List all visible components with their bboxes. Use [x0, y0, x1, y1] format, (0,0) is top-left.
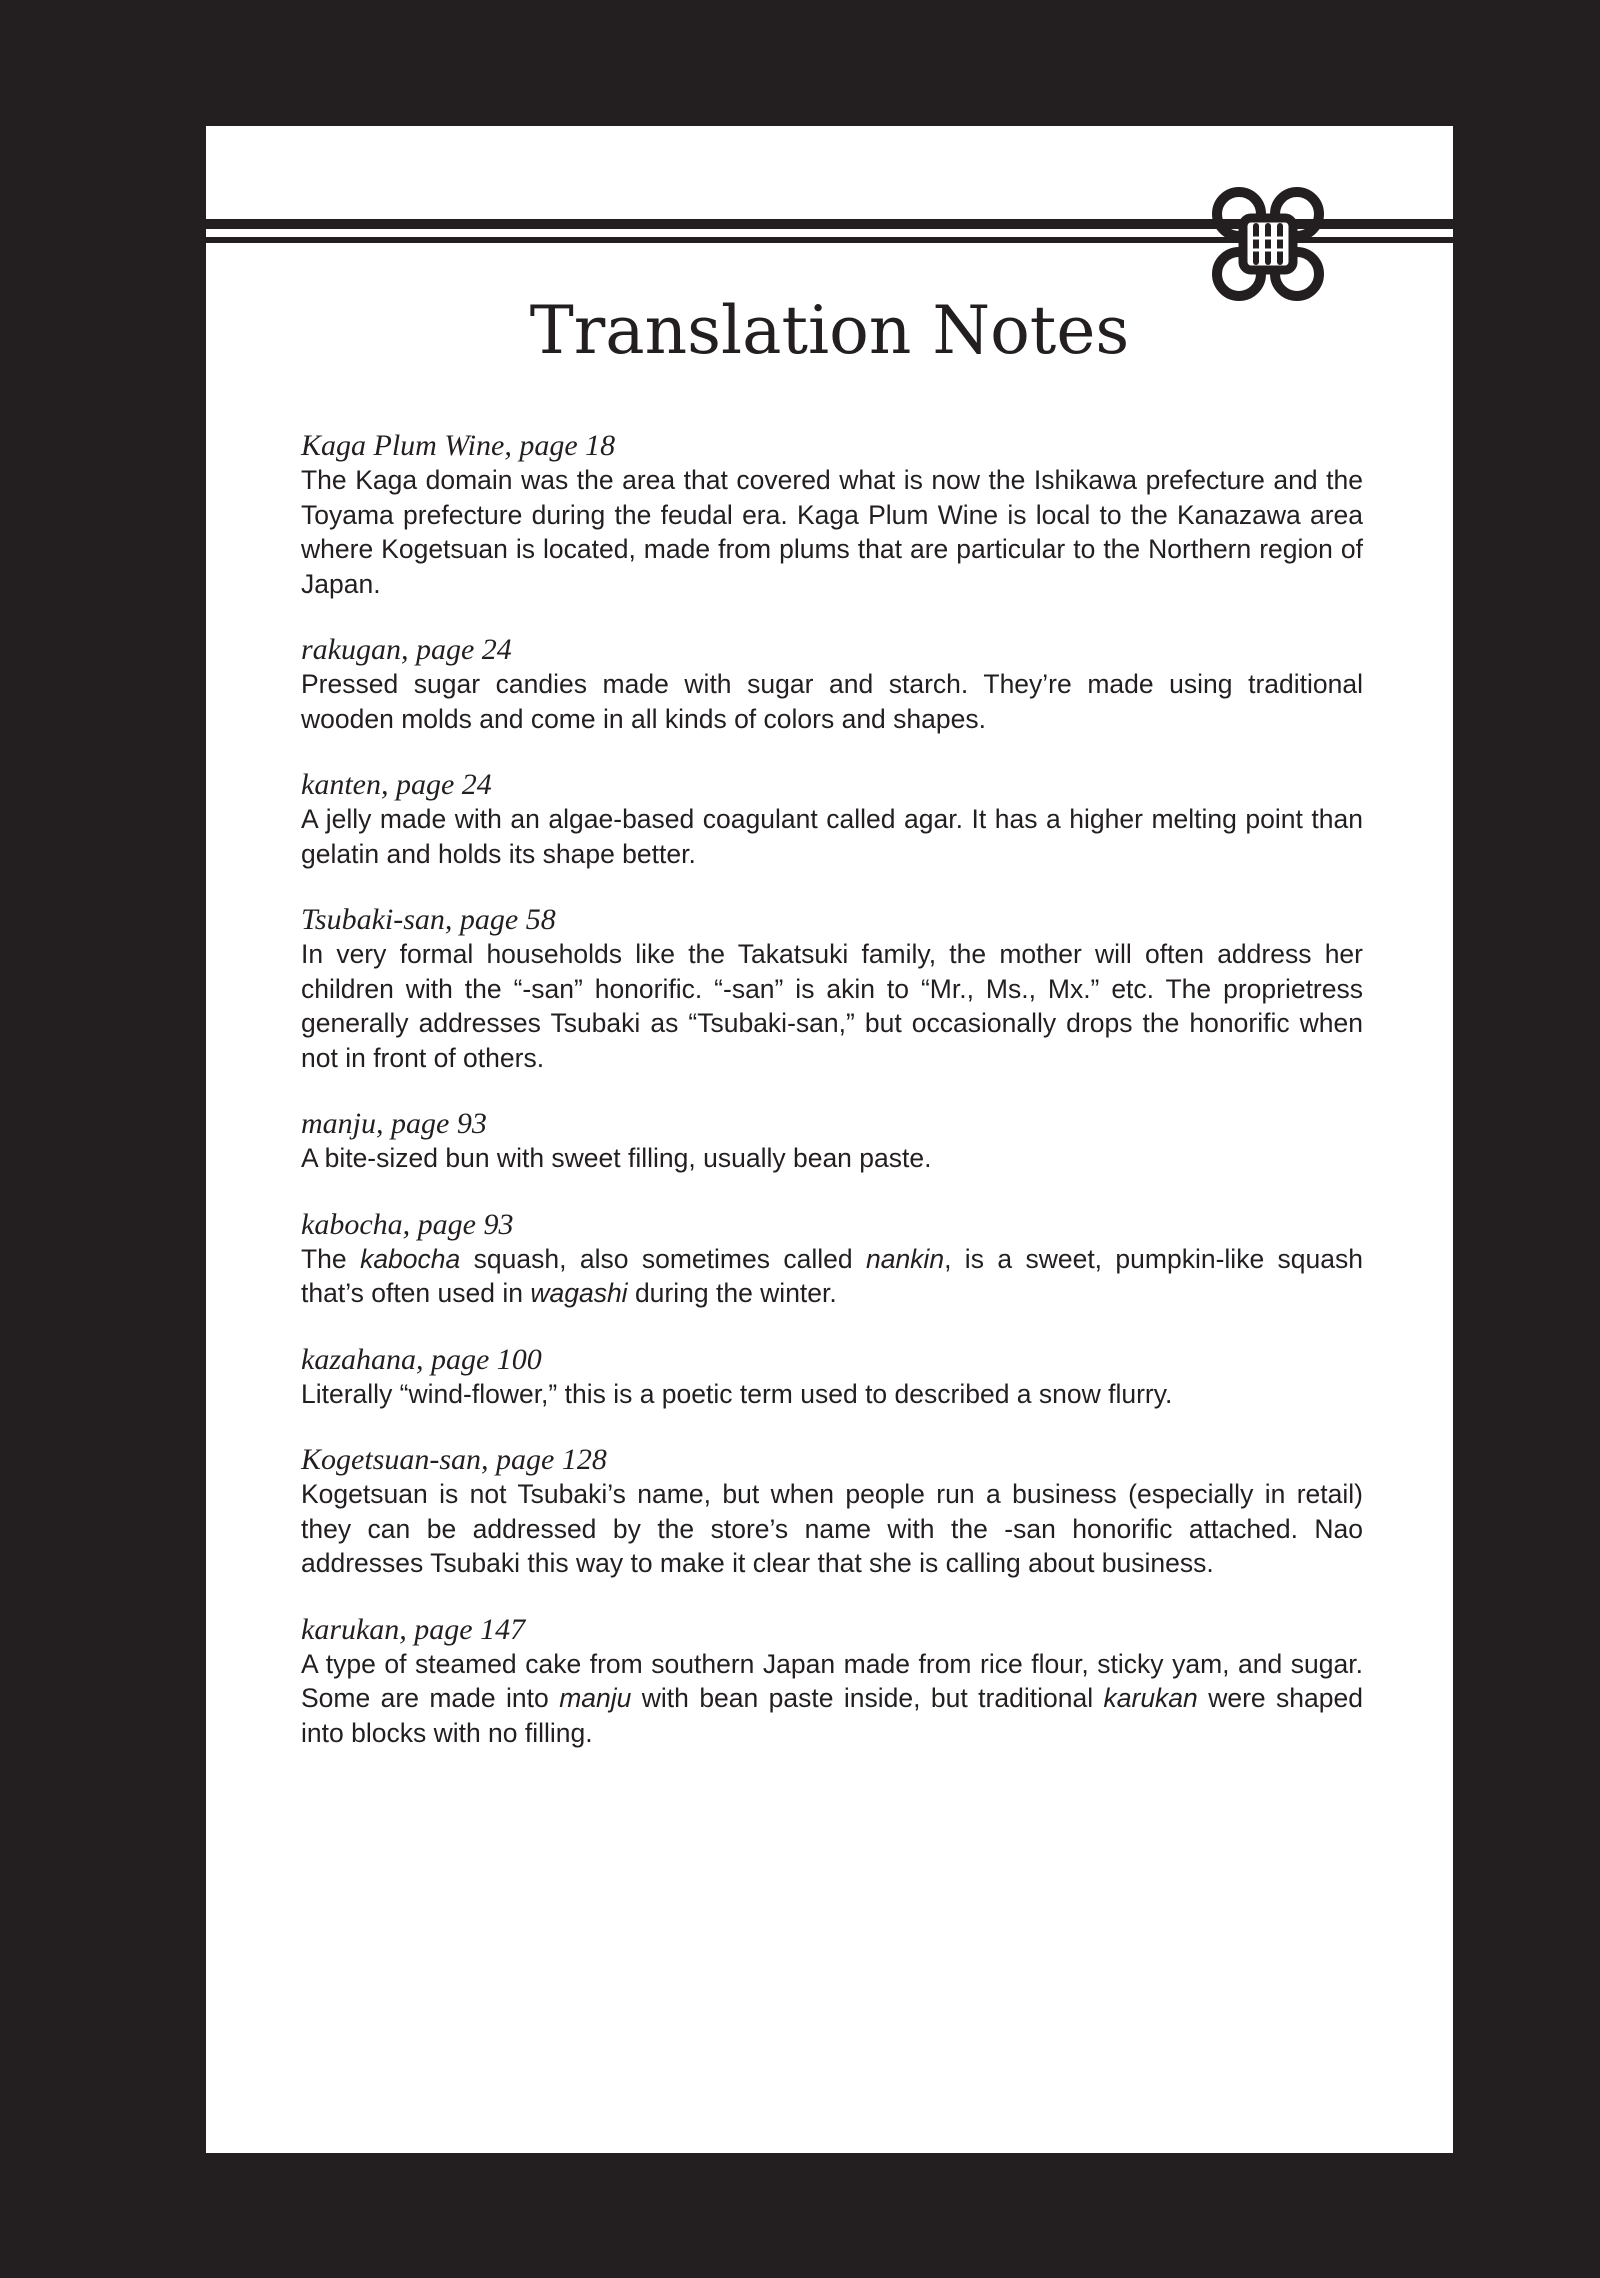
note-entry	[301, 633, 1363, 736]
note-text: were shaped into blocks with no filling.	[301, 1683, 1363, 1748]
note-entry	[301, 1443, 1363, 1581]
note-term-italic: kabocha	[360, 1243, 461, 1274]
note-body	[301, 667, 1363, 736]
note-entry	[301, 1343, 1363, 1412]
note-text: A bite-sized bun with sweet filling, usually bean paste.	[301, 1143, 932, 1173]
note-body	[301, 1647, 1363, 1751]
note-text: Literally “wind-flower,” this is a poetic term used to described a snow flurry.	[301, 1378, 1173, 1409]
note-body	[301, 463, 1363, 601]
note-text: A jelly made with an algae-based coagulant called agar. It has a higher melting point than gelatin and holds its shape better.	[301, 804, 1363, 869]
note-term-italic: karukan	[1103, 1683, 1198, 1713]
note-heading: manju, page 93	[301, 1107, 487, 1140]
note-body	[301, 802, 1363, 871]
note-term-italic: nankin	[865, 1243, 945, 1274]
note-term-italic: wagashi	[530, 1278, 628, 1308]
note-entry	[301, 1208, 1363, 1311]
knot-crest-icon	[1217, 192, 1319, 296]
note-entry	[301, 768, 1363, 871]
note-text: A type of steamed cake from southern Japan made from rice flour, sticky yam, and sugar. Some are made into	[301, 1648, 1363, 1713]
note-body	[301, 937, 1363, 1075]
note-heading: Tsubaki-san, page 58	[301, 903, 556, 936]
notes-list	[301, 429, 1363, 1782]
note-body	[301, 1377, 1363, 1412]
note-text: The Kaga domain was the area that covered what is now the Ishikawa prefecture and the Toyama prefecture during the feudal era. Kaga Plum Wine is local to the Kanazawa area where Kogetsuan is located, made from plums that are particular to the Northern region of Japan.	[301, 465, 1363, 599]
note-entry	[301, 1613, 1363, 1751]
note-heading: kazahana, page 100	[301, 1342, 542, 1376]
note-entry	[301, 429, 1363, 601]
note-heading: karukan, page 147	[301, 1612, 526, 1646]
note-text: , is a sweet, pumpkin-like squash that’s often used in	[301, 1243, 1364, 1308]
note-term-italic: manju	[559, 1683, 632, 1713]
page-sheet	[206, 126, 1453, 2153]
note-text: In very formal households like the Takatsuki family, the mother will often address her children with the “-san” honorific. “-san” is akin to “Mr., Ms., Mx.” etc. The proprietress generally addresses Tsubaki as “Tsubaki-san,” but occasionally drops the honorific when not in front of others.	[301, 939, 1363, 1073]
note-text: with bean paste inside, but traditional	[631, 1683, 1104, 1713]
note-text: The	[301, 1243, 361, 1274]
note-heading: Kaga Plum Wine, page 18	[301, 429, 616, 462]
note-body	[301, 1242, 1363, 1311]
note-entry	[301, 1107, 1363, 1176]
note-heading: kanten, page 24	[301, 768, 492, 801]
page-title: Translation Notes	[529, 292, 1130, 369]
note-text: squash, also sometimes called	[460, 1243, 866, 1274]
note-body	[301, 1477, 1363, 1581]
note-entry	[301, 903, 1363, 1075]
note-text: during the winter.	[627, 1278, 837, 1308]
note-text: Pressed sugar candies made with sugar and starch. They’re made using traditional wooden molds and come in all kinds of colors and shapes.	[301, 669, 1363, 734]
note-heading: kabocha, page 93	[301, 1207, 514, 1241]
note-text: Kogetsuan is not Tsubaki’s name, but when people run a business (especially in retail) they can be addressed by the store’s name with the -san honorific attached. Nao addresses Tsubaki this way to make it clear that she is calling about business.	[301, 1479, 1363, 1578]
note-heading: Kogetsuan-san, page 128	[301, 1443, 607, 1476]
note-body	[301, 1141, 1363, 1176]
note-heading: rakugan, page 24	[301, 633, 512, 666]
